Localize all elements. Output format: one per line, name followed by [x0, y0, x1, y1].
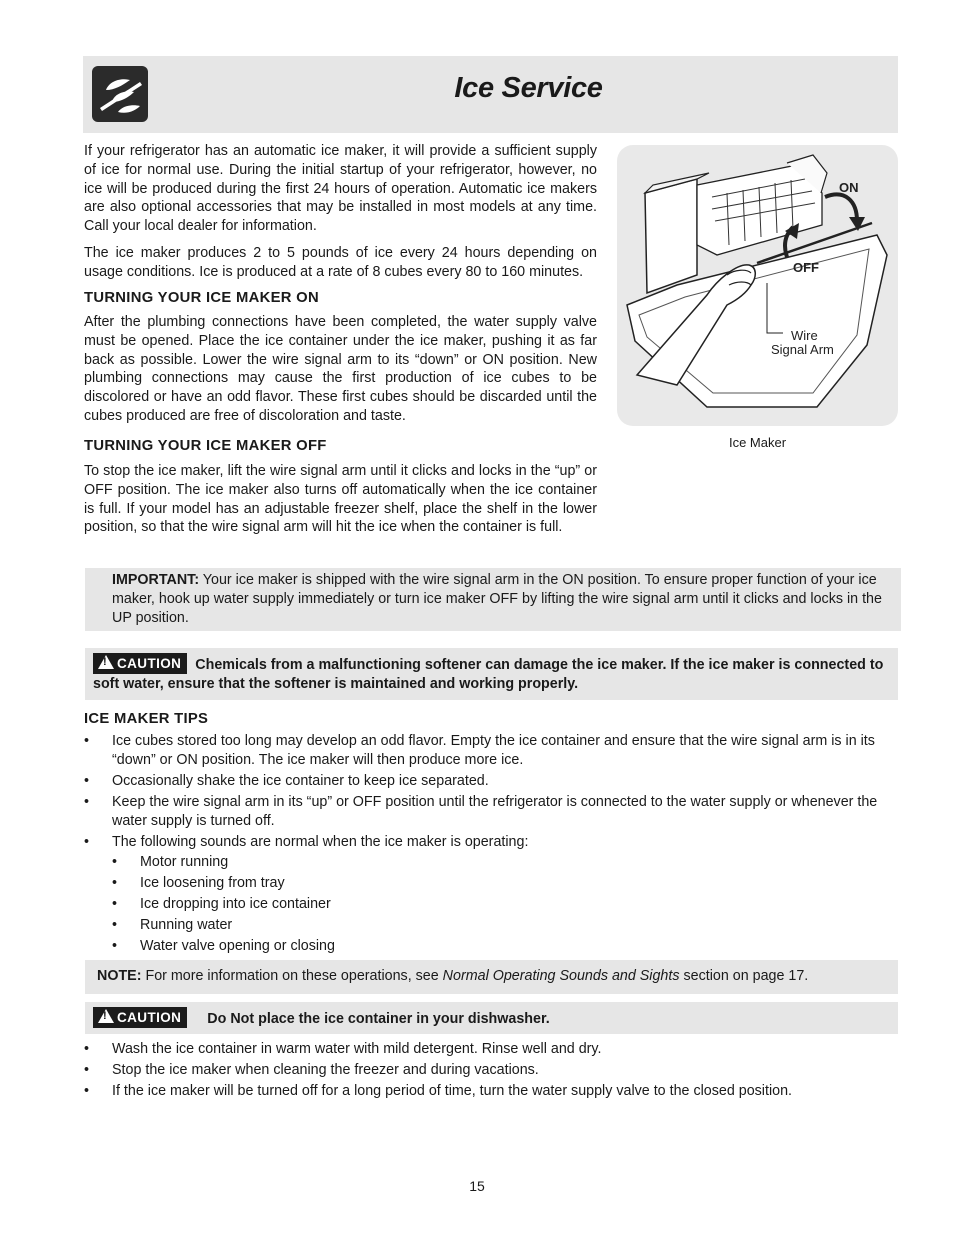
list-item: • Keep the wire signal arm in its “up” or OFF position until the refrigerator is connected to the water supply or whenever the water supply is turned off. — [84, 793, 900, 831]
list-item: • Water valve opening or closing — [84, 937, 900, 956]
list-item: • Motor running — [84, 853, 900, 872]
caution-dishwasher-text: Do Not place the ice container in your dishwasher. — [207, 1011, 550, 1027]
caution-badge — [93, 653, 187, 674]
list-item: • Occasionally shake the ice container to keep ice separated. — [84, 772, 900, 791]
cleaning-list — [84, 1040, 900, 1103]
note-text-end: section on page 17. — [679, 968, 809, 984]
warning-icon — [98, 655, 114, 669]
note-text: For more information on these operations, see — [141, 968, 443, 984]
caution-box-dishwasher — [85, 1002, 898, 1034]
intro-paragraph-2: The ice maker produces 2 to 5 pounds of ice every 24 hours depending on usage conditions. Ice is produced at a rate of 8 cubes every 80 to 160 minutes. — [84, 245, 597, 280]
important-text: Your ice maker is shipped with the wire signal arm in the ON position. To ensure proper function of your ice maker, hook up water supply immediately or turn ice maker OFF by lifting the wire signal arm until it clicks and locks in the UP position. — [112, 572, 882, 626]
ice-maker-illustration — [617, 145, 898, 426]
important-label: IMPORTANT: — [112, 572, 200, 588]
list-item: • Ice cubes stored too long may develop an odd flavor. Empty the ice container and ensure that the wire signal arm is in its “down” or ON position. The ice maker will then produce more ice. — [84, 732, 900, 770]
page-title: Ice Service — [454, 72, 603, 104]
warning-icon — [98, 1009, 114, 1023]
intro-paragraph-1: If your refrigerator has an automatic ice maker, it will provide a sufficient supply of ice for normal use. During the initial startup of your refrigerator, however, no ice will be produced during the first 24 hours of operation. Automatic ice makers are also optional accessories that may be installed in most models at any time. Call your local dealer for information. — [84, 143, 597, 235]
list-item: • Ice loosening from tray — [84, 874, 900, 893]
caution-badge — [93, 1007, 187, 1028]
sounds-list — [84, 853, 900, 958]
turning-off-body: To stop the ice maker, lift the wire signal arm until it clicks and locks in the “up” or OFF position. The ice maker also turns off automatically when the ice container is full. If your model has an adjustable freezer shelf, place the shelf in the lower position, so that the wire signal arm will hit the ice when the container is full. — [84, 463, 597, 536]
turning-on-heading: TURNING YOUR ICE MAKER ON — [84, 290, 319, 306]
label-off: OFF — [793, 260, 819, 275]
list-item: • Stop the ice maker when cleaning the freezer and during vacations. — [84, 1061, 900, 1080]
caution-badge-label: CAUTION — [117, 1010, 182, 1025]
note-link-reference: Normal Operating Sounds and Sights — [442, 968, 680, 984]
turning-off-heading: TURNING YOUR ICE MAKER OFF — [84, 438, 327, 454]
tips-list — [84, 732, 900, 854]
page-number: 15 — [469, 1178, 485, 1194]
list-item: • Wash the ice container in warm water with mild detergent. Rinse well and dry. — [84, 1040, 900, 1059]
figure-caption: Ice Maker — [728, 435, 787, 450]
list-item: • Running water — [84, 916, 900, 935]
list-item: • Ice dropping into ice container — [84, 895, 900, 914]
caution-badge-label: CAUTION — [117, 656, 182, 671]
caution-box-softener — [85, 648, 898, 700]
note-box — [85, 960, 898, 994]
label-wire: Wire — [791, 328, 818, 343]
label-on: ON — [839, 180, 859, 195]
list-item: • The following sounds are normal when the ice maker is operating: — [84, 833, 900, 852]
section-header — [83, 56, 898, 133]
important-box — [85, 568, 901, 631]
note-label: NOTE: — [97, 968, 142, 984]
turning-on-body: After the plumbing connections have been completed, the water supply valve must be opened. Place the ice container under the ice maker, pushing it as far back as possible. Lower the wire signal arm to its “down” or ON position. New plumbing connections may cause the first production of ice cubes to be discolored or have an odd flavor. These first cubes should be discarded until the cubes produced are free of discoloration and taste. — [84, 314, 597, 424]
label-signal-arm: Signal Arm — [771, 342, 834, 357]
caution-softener-text: Chemicals from a malfunctioning softener can damage the ice maker. If the ice maker is connected to soft water, ensure that the softener is maintained and working properly. — [93, 657, 884, 692]
list-item: • If the ice maker will be turned off for a long period of time, turn the water supply valve to the closed position. — [84, 1082, 900, 1101]
tips-heading: ICE MAKER TIPS — [84, 711, 209, 727]
